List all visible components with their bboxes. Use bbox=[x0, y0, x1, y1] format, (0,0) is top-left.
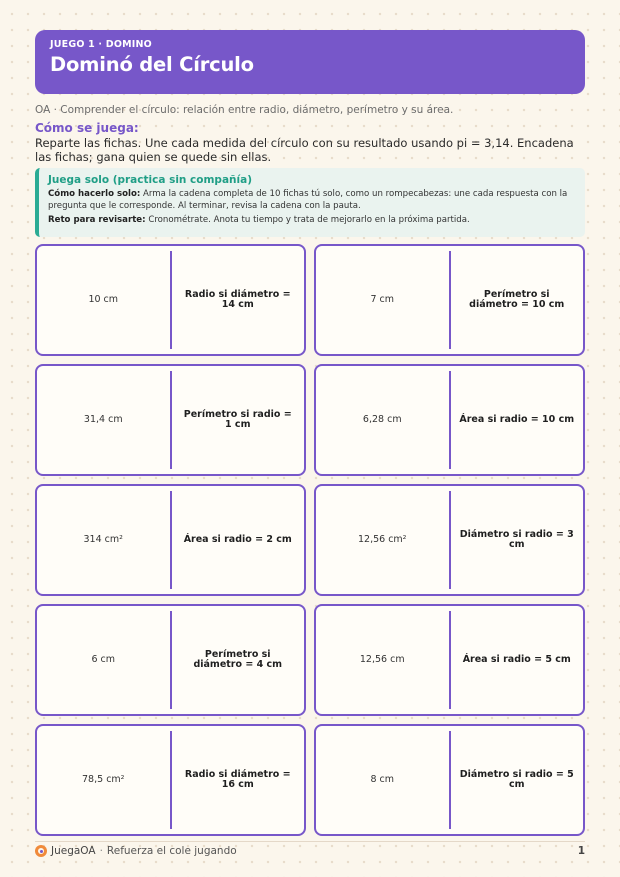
tile-question: Área si radio = 10 cm bbox=[459, 413, 575, 425]
tile-answer: 6,28 cm bbox=[362, 413, 402, 425]
tile-answer: 31,4 cm bbox=[83, 413, 123, 425]
solo-play-title: Juega solo (practica sin compañía) bbox=[48, 174, 252, 186]
page-number: 1 bbox=[577, 845, 585, 857]
page-title: Dominó del Círculo bbox=[50, 53, 254, 76]
domino-tile bbox=[314, 724, 585, 836]
how-to-play-text: Reparte las fichas. Une cada medida del círculo con su resultado usando pi = 3,14. Encadena las fichas; gana quien se quede sin ellas. bbox=[35, 136, 574, 164]
tile-question: Área si radio = 5 cm bbox=[462, 653, 571, 665]
solo-how-text: Arma la cadena completa de 10 fichas tú solo, como un rompecabezas: une cada respuesta con la pregunta que le corresponde. Al terminar, revisa la cadena con la pauta. bbox=[48, 189, 568, 211]
domino-tile bbox=[314, 604, 585, 716]
footer-brand: JuegaOA bbox=[51, 845, 96, 857]
tile-answer: 314 cm² bbox=[83, 533, 123, 545]
tile-question: Perímetro si diámetro = 10 cm bbox=[469, 288, 565, 310]
solo-how-label: Cómo hacerlo solo: bbox=[48, 189, 141, 199]
learning-objective: OA · Comprender el círculo: relación entre radio, diámetro, perímetro y su área. bbox=[35, 104, 454, 116]
tile-question: Área si radio = 2 cm bbox=[183, 533, 292, 545]
domino-tile bbox=[35, 364, 306, 476]
domino-tile bbox=[35, 484, 306, 596]
how-to-play-heading: Cómo se juega: bbox=[35, 121, 139, 135]
tile-question: Radio si diámetro = 14 cm bbox=[184, 288, 291, 310]
game-kicker: JUEGO 1 · DOMINO bbox=[50, 39, 152, 50]
solo-challenge-text: Cronométrate. Anota tu tiempo y trata de mejorarlo en la próxima partida. bbox=[148, 215, 470, 225]
solo-how-paragraph bbox=[48, 189, 575, 212]
juegaoa-logo-icon bbox=[35, 845, 47, 857]
tile-answer: 78,5 cm² bbox=[82, 773, 125, 785]
footer-divider bbox=[35, 841, 585, 842]
tile-answer: 8 cm bbox=[370, 773, 395, 785]
page-footer bbox=[35, 843, 585, 859]
domino-tile bbox=[35, 244, 306, 356]
tile-answer: 6 cm bbox=[91, 653, 116, 665]
tile-question: Diámetro si radio = 3 cm bbox=[459, 528, 574, 550]
domino-tile bbox=[35, 604, 306, 716]
tile-question: Perímetro si radio = 1 cm bbox=[183, 408, 292, 430]
solo-challenge-paragraph bbox=[48, 215, 575, 227]
solo-challenge-label: Reto para revisarte: bbox=[48, 215, 146, 225]
tile-question: Perímetro si diámetro = 4 cm bbox=[193, 648, 283, 670]
tile-answer: 10 cm bbox=[88, 293, 119, 305]
tile-answer: 12,56 cm² bbox=[357, 533, 407, 545]
footer-separator: · bbox=[99, 845, 103, 857]
domino-tile bbox=[314, 244, 585, 356]
domino-tile bbox=[314, 484, 585, 596]
tile-answer: 12,56 cm bbox=[359, 653, 405, 665]
domino-tile bbox=[35, 724, 306, 836]
footer-tagline: Refuerza el cole jugando bbox=[106, 845, 237, 857]
domino-tile bbox=[314, 364, 585, 476]
game-header bbox=[35, 30, 585, 94]
tile-question: Diámetro si radio = 5 cm bbox=[459, 768, 574, 790]
tile-question: Radio si diámetro = 16 cm bbox=[184, 768, 291, 790]
solo-play-box bbox=[35, 168, 585, 237]
tile-answer: 7 cm bbox=[370, 293, 395, 305]
